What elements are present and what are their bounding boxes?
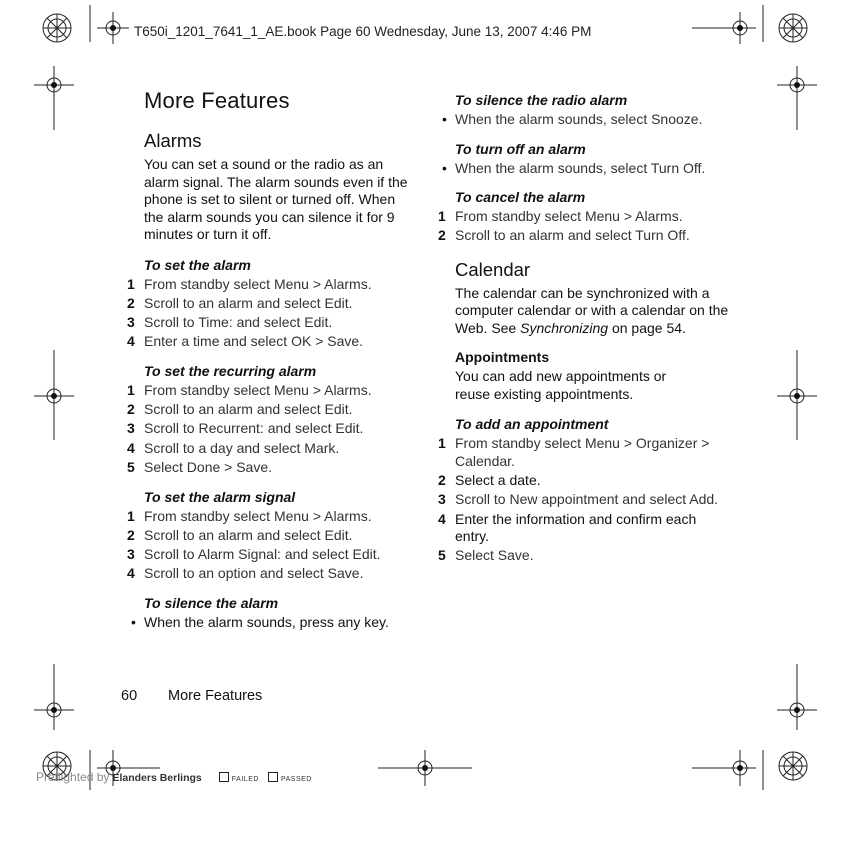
failed-label: FAILED [231, 776, 259, 783]
registration-target-icon [692, 12, 756, 44]
list-item: 2 Scroll to an alarm and select Edit. [127, 401, 353, 418]
passed-checkbox-icon [268, 772, 278, 782]
set-recurring-steps [127, 382, 417, 477]
left-column [127, 88, 417, 633]
color-wheel-icon [43, 14, 71, 42]
silence-alarm-bullets [127, 614, 417, 632]
failed-checkbox-icon [219, 772, 229, 782]
color-wheel-icon [779, 14, 807, 42]
appointments-text: You can add new appointments or reuse existing appointments. [455, 368, 667, 402]
page-number: 60 [121, 688, 138, 704]
list-item: • When the alarm sounds, press any key. [131, 613, 389, 630]
list-item: 1 From standby select Menu > Organizer > Calendar. [438, 435, 710, 469]
add-appointment-title: To add an appointment [455, 416, 609, 433]
synchronizing-reference: Synchronizing [520, 319, 609, 336]
registration-target-icon [692, 750, 756, 786]
list-item: 5 Select Save. [438, 547, 534, 564]
cancel-alarm-steps [438, 208, 738, 245]
page-title: More Features [144, 88, 290, 113]
list-item: 4 Enter the information and confirm each entry. [438, 510, 697, 545]
list-item: 1 From standby select Menu > Alarms. [127, 507, 372, 524]
list-item: 4 Scroll to a day and select Mark. [127, 439, 340, 456]
preflight-brand: Elanders Berlings [112, 772, 202, 784]
cancel-alarm-title: To cancel the alarm [455, 189, 586, 205]
registration-target-icon [34, 66, 74, 130]
registration-target-icon [777, 66, 817, 130]
list-item: 4 Scroll to an option and select Save. [127, 565, 364, 582]
set-alarm-steps [127, 276, 417, 351]
set-signal-title: To set the alarm signal [144, 488, 296, 505]
silence-radio-bullets [438, 111, 738, 129]
color-wheel-icon [779, 752, 807, 780]
list-item: 4 Enter a time and select OK > Save. [127, 333, 364, 350]
right-column [438, 92, 738, 567]
list-item: • When the alarm sounds, select Snooze. [442, 111, 703, 127]
list-item: 1 From standby select Menu > Alarms. [127, 275, 372, 292]
list-item: 3 Scroll to New appointment and select Add. [438, 491, 719, 508]
turn-off-bullets [438, 160, 738, 178]
alarms-heading: Alarms [144, 130, 202, 151]
list-item: 3 Scroll to Alarm Signal: and select Edit. [127, 546, 381, 563]
turn-off-title: To turn off an alarm [455, 140, 586, 157]
list-item: 2 Scroll to an alarm and select Edit. [127, 294, 353, 311]
print-header: T650i_1201_7641_1_AE.book Page 60 Wednesday, June 13, 2007 4:46 PM [134, 24, 592, 39]
add-appointment-steps [438, 435, 728, 565]
silence-radio-title: To silence the radio alarm [455, 92, 628, 108]
silence-alarm-title: To silence the alarm [144, 594, 279, 611]
list-item: 3 Scroll to Time: and select Edit. [127, 314, 333, 331]
passed-label: PASSED [280, 776, 312, 783]
set-recurring-title: To set the recurring alarm [144, 362, 317, 379]
list-item: 1 From standby select Menu > Alarms. [438, 208, 683, 224]
calendar-intro: The calendar can be synchronized with a computer calendar or with a calendar on the Web. See Synchronizing on page 54. [455, 284, 729, 336]
list-item: 5 Select Done > Save. [127, 459, 273, 476]
calendar-heading: Calendar [455, 258, 531, 280]
registration-target-icon [777, 664, 817, 730]
list-item: 2 Scroll to an alarm and select Turn Off. [438, 227, 690, 244]
preflight-prefix: Preflighted by [36, 770, 110, 784]
preflight-strip [36, 770, 312, 784]
set-signal-steps [127, 508, 417, 583]
list-item: 2 Scroll to an alarm and select Edit. [127, 526, 353, 543]
list-item: 2 Select a date. [438, 472, 541, 489]
set-alarm-title: To set the alarm [144, 256, 251, 273]
appointments-heading: Appointments [455, 349, 550, 366]
list-item: 3 Scroll to Recurrent: and select Edit. [127, 420, 364, 437]
footer-section-title: More Features [168, 688, 263, 704]
list-item: 1 From standby select Menu > Alarms. [127, 381, 372, 398]
alarms-intro: You can set a sound or the radio as an alarm signal. The alarm sounds even if the phone is set to silent or turned off. When the alarm sounds you can silence it for 9 minutes or turn it off. [144, 156, 408, 242]
registration-target-icon [34, 664, 74, 730]
list-item: • When the alarm sounds, select Turn Off. [442, 159, 706, 176]
